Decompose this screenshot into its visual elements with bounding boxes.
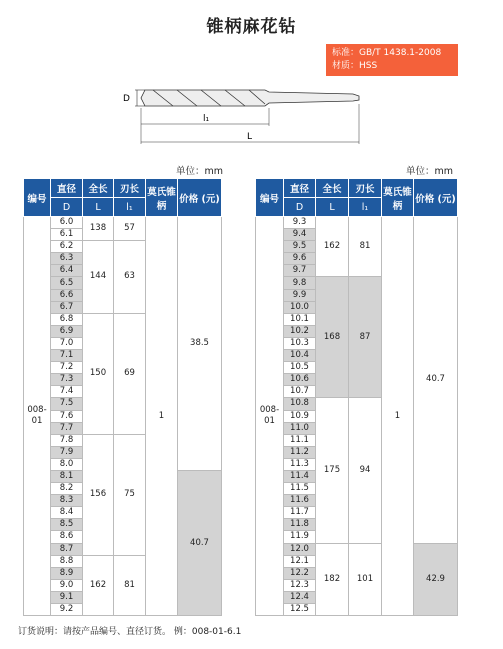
header-morse: 莫氏锥柄 (382, 179, 414, 217)
header-diameter: 直径 (51, 179, 83, 198)
unit-label-right: 单位：mm (406, 166, 454, 177)
diameter-cell: 9.5 (284, 241, 316, 253)
diameter-cell: 6.4 (51, 265, 83, 277)
flute-length-cell: 81 (114, 555, 146, 615)
header-total-length: 全长 (83, 179, 114, 198)
diameter-cell: 9.4 (284, 229, 316, 241)
sub-header-l: L (316, 198, 349, 217)
diameter-cell: 7.9 (51, 446, 83, 458)
diameter-cell: 10.0 (284, 301, 316, 313)
flute-length-cell: 94 (349, 398, 382, 543)
diameter-cell: 8.8 (51, 555, 83, 567)
diameter-cell: 11.5 (284, 483, 316, 495)
unit-label-left: 单位：mm (176, 166, 224, 177)
diameter-cell: 7.6 (51, 410, 83, 422)
standard-line: 标准：GB/T 1438.1-2008 (332, 48, 442, 58)
diameter-cell: 9.6 (284, 253, 316, 265)
code-cell: 008-01 (256, 217, 284, 616)
diameter-cell: 10.6 (284, 374, 316, 386)
flute-length-cell: 63 (114, 241, 146, 314)
diameter-cell: 12.1 (284, 555, 316, 567)
flute-length-cell: 57 (114, 217, 146, 241)
header-code: 编号 (256, 179, 284, 217)
diameter-cell: 12.3 (284, 579, 316, 591)
diameter-cell: 11.4 (284, 470, 316, 482)
diameter-cell: 11.1 (284, 434, 316, 446)
diameter-cell: 9.9 (284, 289, 316, 301)
diameter-cell: 11.6 (284, 495, 316, 507)
diameter-cell: 12.2 (284, 567, 316, 579)
code-cell: 008-01 (24, 217, 51, 616)
diameter-cell: 6.1 (51, 229, 83, 241)
diameter-cell: 12.5 (284, 604, 316, 616)
diameter-cell: 11.8 (284, 519, 316, 531)
flute-length-cell: 81 (349, 217, 382, 277)
header-diameter: 直径 (284, 179, 316, 198)
diameter-cell: 8.1 (51, 470, 83, 482)
diameter-cell: 9.1 (51, 591, 83, 603)
sub-header-l: L (83, 198, 114, 217)
spec-table-right (255, 178, 458, 616)
diameter-cell: 7.2 (51, 362, 83, 374)
diameter-cell: 10.1 (284, 313, 316, 325)
diameter-cell: 6.0 (51, 217, 83, 229)
diameter-cell: 6.8 (51, 313, 83, 325)
standard-box (326, 44, 458, 76)
total-length-cell: 150 (83, 313, 114, 434)
diameter-cell: 6.9 (51, 325, 83, 337)
page-title: 锥柄麻花钻 (206, 17, 297, 37)
diameter-cell: 6.2 (51, 241, 83, 253)
total-length-cell: 138 (83, 217, 114, 241)
diameter-cell: 7.0 (51, 337, 83, 349)
d-label: D (123, 94, 130, 104)
diameter-cell: 8.0 (51, 458, 83, 470)
diameter-cell: 8.6 (51, 531, 83, 543)
total-length-cell: 182 (316, 543, 349, 616)
sub-header-l1: l₁ (349, 198, 382, 217)
spec-table-left (23, 178, 222, 616)
header-price: 价格 (元) (414, 179, 458, 217)
table-row (256, 217, 458, 229)
diameter-cell: 7.5 (51, 398, 83, 410)
diameter-cell: 10.4 (284, 350, 316, 362)
diameter-cell: 8.5 (51, 519, 83, 531)
diameter-cell: 7.3 (51, 374, 83, 386)
flute-length-cell: 75 (114, 434, 146, 555)
diameter-cell: 11.9 (284, 531, 316, 543)
diameter-cell: 6.7 (51, 301, 83, 313)
sub-header-d: D (51, 198, 83, 217)
morse-cell: 1 (146, 217, 178, 616)
diameter-cell: 10.7 (284, 386, 316, 398)
price-cell: 40.7 (414, 217, 458, 544)
diameter-cell: 10.5 (284, 362, 316, 374)
material-line: 材质：HSS (332, 61, 378, 71)
diameter-cell: 8.3 (51, 495, 83, 507)
header-morse: 莫氏锥柄 (146, 179, 178, 217)
diameter-cell: 6.5 (51, 277, 83, 289)
diameter-cell: 7.4 (51, 386, 83, 398)
diameter-cell: 11.0 (284, 422, 316, 434)
morse-cell: 1 (382, 217, 414, 616)
total-length-cell: 175 (316, 398, 349, 543)
total-length-cell: 162 (83, 555, 114, 615)
diameter-cell: 11.3 (284, 458, 316, 470)
diameter-cell: 10.3 (284, 337, 316, 349)
diameter-cell: 9.7 (284, 265, 316, 277)
flute-length-cell: 101 (349, 543, 382, 616)
sub-header-l1: l₁ (114, 198, 146, 217)
total-length-cell: 156 (83, 434, 114, 555)
diameter-cell: 9.0 (51, 579, 83, 591)
diameter-cell: 7.7 (51, 422, 83, 434)
diameter-cell: 6.6 (51, 289, 83, 301)
diameter-cell: 8.7 (51, 543, 83, 555)
diameter-cell: 11.7 (284, 507, 316, 519)
diameter-cell: 7.8 (51, 434, 83, 446)
drill-drawing (115, 84, 375, 154)
diameter-cell: 8.9 (51, 567, 83, 579)
header-flute-length: 刃长 (349, 179, 382, 198)
price-cell: 42.9 (414, 543, 458, 616)
diameter-cell: 12.4 (284, 591, 316, 603)
flute-length-cell: 69 (114, 313, 146, 434)
diameter-cell: 6.3 (51, 253, 83, 265)
diameter-cell: 12.0 (284, 543, 316, 555)
sub-header-d: D (284, 198, 316, 217)
diameter-cell: 8.2 (51, 483, 83, 495)
diameter-cell: 11.2 (284, 446, 316, 458)
total-length-cell: 144 (83, 241, 114, 314)
table-row (256, 543, 458, 555)
diameter-cell: 10.9 (284, 410, 316, 422)
diameter-cell: 10.2 (284, 325, 316, 337)
table-row (24, 217, 222, 229)
diameter-cell: 8.4 (51, 507, 83, 519)
total-length-cell: 162 (316, 217, 349, 277)
diameter-cell: 9.3 (284, 217, 316, 229)
order-note: 订货说明：请按产品编号、直径订货。 例：008-01-6.1 (18, 627, 242, 637)
header-price: 价格 (元) (178, 179, 222, 217)
header-total-length: 全长 (316, 179, 349, 198)
header-flute-length: 刃长 (114, 179, 146, 198)
diameter-cell: 7.1 (51, 350, 83, 362)
total-length-cell: 168 (316, 277, 349, 398)
diameter-cell: 10.8 (284, 398, 316, 410)
diameter-cell: 9.2 (51, 604, 83, 616)
diameter-cell: 9.8 (284, 277, 316, 289)
price-cell: 38.5 (178, 217, 222, 471)
l1-label: l₁ (203, 114, 210, 124)
flute-length-cell: 87 (349, 277, 382, 398)
l-label: L (247, 132, 253, 142)
header-code: 编号 (24, 179, 51, 217)
price-cell: 40.7 (178, 470, 222, 615)
